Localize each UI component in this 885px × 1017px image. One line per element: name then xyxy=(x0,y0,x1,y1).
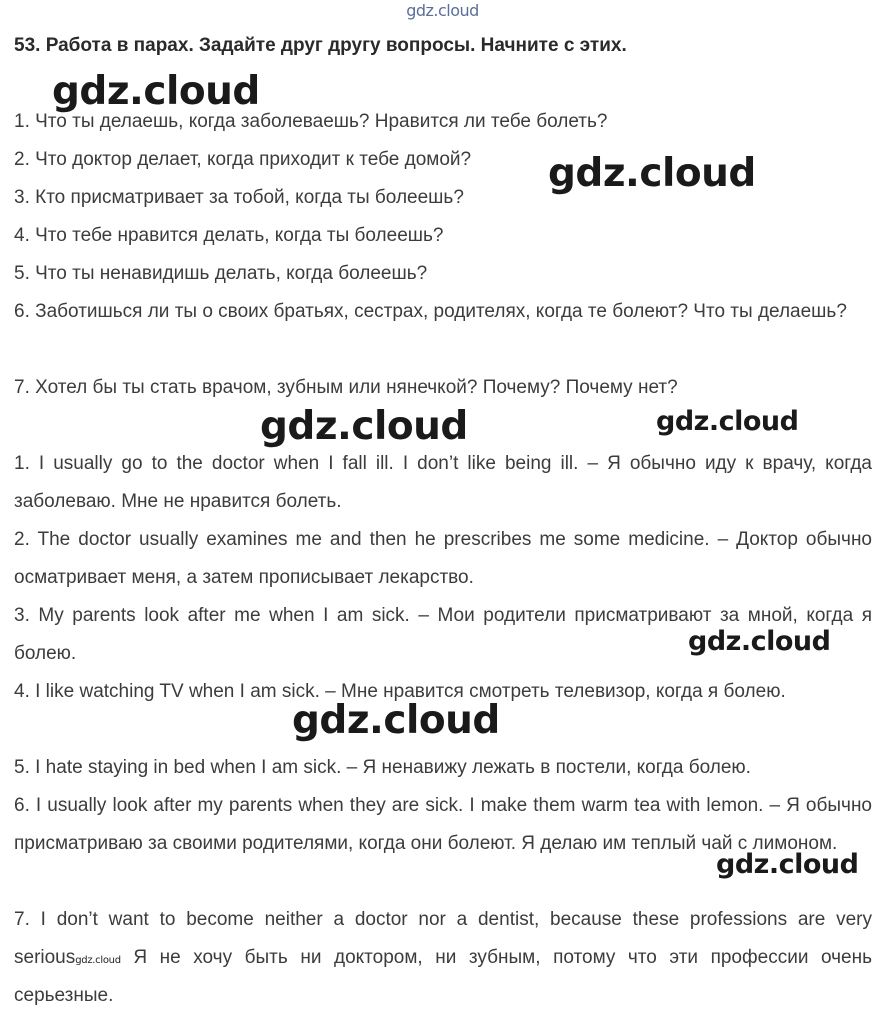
answer-item: 3. My parents look after me when I am sick. – Мои родители присматривают за мной, когда я болею. xyxy=(14,605,872,664)
question-item: 4. Что тебе нравится делать, когда ты болеешь? xyxy=(14,225,444,246)
answer-text-ru: Я не хочу быть ни доктором, ни зубным, потому что эти профессии очень серьезные. xyxy=(14,947,872,1006)
watermark: gdz.cloud xyxy=(688,626,831,657)
watermark: gdz.cloud xyxy=(548,151,756,196)
question-item: 1. Что ты делаешь, когда заболеваешь? Нравится ли тебе болеть? xyxy=(14,111,608,132)
watermark: gdz.cloud xyxy=(292,698,500,743)
exercise-title: 53. Работа в парах. Задайте друг другу вопросы. Начните с этих. xyxy=(14,35,627,56)
answer-item: 6. I usually look after my parents when they are sick. I make them warm tea with lemon. – Я обычно присматриваю за своими родителями, когда они болеют. Я делаю им теплый чай с лимоном. xyxy=(14,795,872,854)
inline-watermark: gdz.cloud xyxy=(75,955,121,966)
question-item: 2. Что доктор делает, когда приходит к тебе домой? xyxy=(14,149,472,170)
answer-item: 2. The doctor usually examines me and then he prescribes me some medicine. – Доктор обычно осматривает меня, а затем прописывает лекарство. xyxy=(14,529,872,588)
answer-text-en: 7. I don’t want to become neither a doctor nor a dentist, because these professions are very serious xyxy=(14,909,872,968)
question-item: 7. Хотел бы ты стать врачом, зубным или нянечкой? Почему? Почему нет? xyxy=(14,377,678,398)
header-watermark: gdz.cloud xyxy=(406,1,479,20)
watermark: gdz.cloud xyxy=(260,404,468,449)
answer-item: 4. I like watching TV when I am sick. – Мне нравится смотреть телевизор, когда я болею. xyxy=(14,681,786,702)
question-item: 3. Кто присматривает за тобой, когда ты болеешь? xyxy=(14,187,464,208)
answer-item: 5. I hate staying in bed when I am sick. – Я ненавижу лежать в постели, когда болею. xyxy=(14,757,751,778)
answer-item: 1. I usually go to the doctor when I fall ill. I don’t like being ill. – Я обычно иду к врачу, когда заболеваю. Мне не нравится болеть. xyxy=(14,453,872,512)
answer-item xyxy=(14,901,872,1015)
watermark: gdz.cloud xyxy=(656,406,799,437)
watermark: gdz.cloud xyxy=(716,849,859,880)
question-item: 5. Что ты ненавидишь делать, когда болеешь? xyxy=(14,263,428,284)
question-item: 6. Заботишься ли ты о своих братьях, сестрах, родителях, когда те болеют? Что ты делаешь? xyxy=(14,301,847,322)
watermark: gdz.cloud xyxy=(52,69,260,114)
